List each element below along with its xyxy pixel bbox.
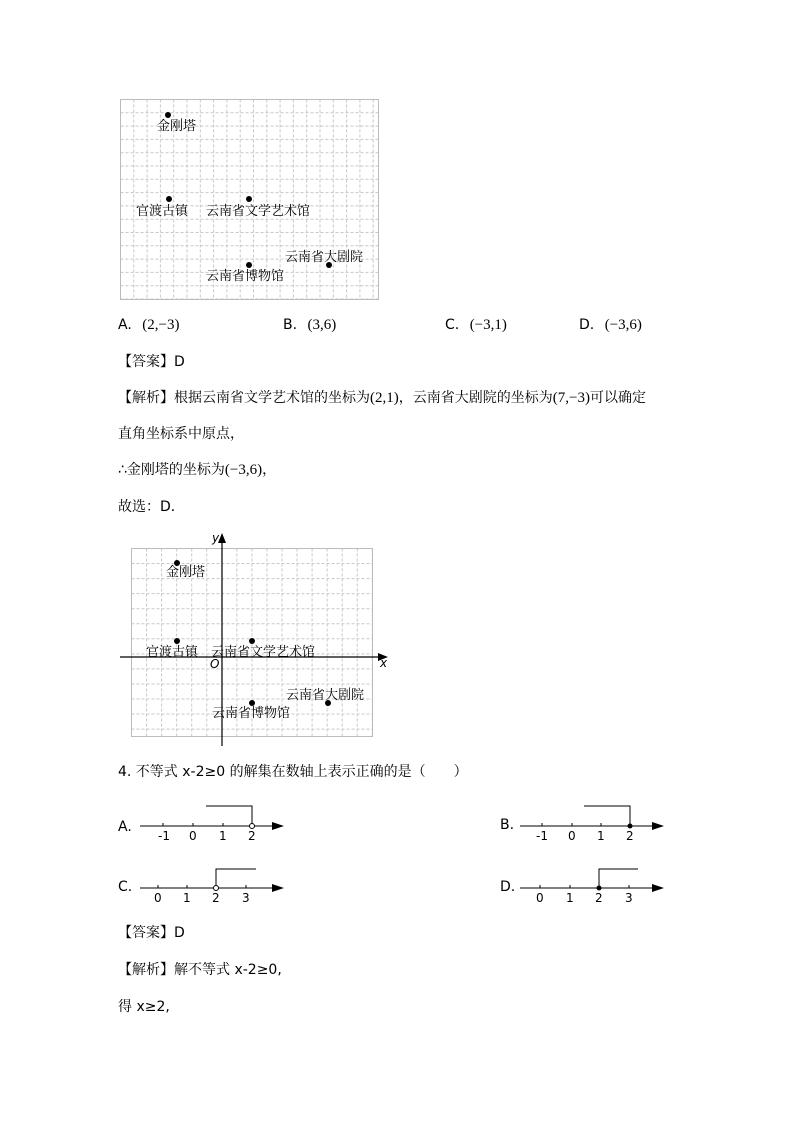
svg-text:2: 2 [248, 829, 256, 843]
q3-conclusion: 故选：D． [118, 499, 185, 515]
svg-text:1: 1 [566, 891, 574, 905]
map-figure-1 [118, 97, 382, 303]
svg-text:0: 0 [154, 891, 162, 905]
q4-option-c-numberline [138, 864, 288, 906]
q3-analysis-line1: 【解析】根据云南省文学艺术馆的坐标为(2,1)，云南省大剧院的坐标为(7,−3)可以确定 [118, 390, 646, 406]
label-wenxue: 云南省文学艺术馆 [211, 645, 316, 660]
svg-text:-1: -1 [158, 829, 170, 843]
label-wenxue: 云南省文学艺术馆 [206, 204, 311, 219]
label-juyuan: 云南省大剧院 [286, 688, 365, 703]
q4-question: 4. 不等式 x-2≥0 的解集在数轴上表示正确的是（ ） [118, 764, 468, 780]
label-bowuguan: 云南省博物馆 [206, 269, 285, 284]
label-bowuguan: 云南省博物馆 [212, 706, 291, 721]
q3-answer: 【答案】D [118, 354, 185, 370]
svg-text:-1: -1 [536, 829, 548, 843]
svg-text:1: 1 [183, 891, 191, 905]
q4-answer: 【答案】D [118, 925, 185, 941]
point-guandu [166, 196, 172, 202]
svg-text:2: 2 [595, 891, 603, 905]
svg-text:0: 0 [568, 829, 576, 843]
label-jingangta: 金刚塔 [166, 565, 206, 580]
x-axis-label: x [380, 656, 388, 670]
svg-text:3: 3 [242, 891, 250, 905]
q4-option-c-letter: C. [118, 879, 133, 895]
point-jingangta [165, 112, 171, 118]
label-jingangta: 金刚塔 [157, 119, 197, 134]
option-d: D. (−3,6) [579, 317, 642, 333]
svg-text:1: 1 [219, 829, 227, 843]
option-c: C. (−3,1) [445, 317, 507, 333]
svg-text:3: 3 [625, 891, 633, 905]
svg-text:0: 0 [189, 829, 197, 843]
y-axis-arrow [218, 533, 226, 543]
point-bowuguan [246, 262, 252, 268]
origin-label: O [210, 657, 220, 671]
point-wenxue [246, 196, 252, 202]
y-axis-label: y [212, 531, 220, 545]
q4-option-d-letter: D. [500, 879, 516, 895]
point-guandu [174, 638, 180, 644]
map-figure-2 [118, 528, 394, 748]
svg-text:0: 0 [536, 891, 544, 905]
q3-analysis-line2: 直角坐标系中原点， [118, 426, 244, 442]
svg-text:2: 2 [212, 891, 220, 905]
option-b: B. (3,6) [283, 317, 337, 333]
q4-option-b-letter: B. [500, 817, 515, 833]
label-guandu: 官渡古镇 [146, 645, 199, 660]
option-a: A. (2,−3) [118, 317, 180, 333]
label-guandu: 官渡古镇 [136, 204, 189, 219]
q4-analysis-line2: 得 x≥2, [118, 999, 170, 1015]
q3-analysis-line3: ∴金刚塔的坐标为(−3,6)， [118, 462, 277, 478]
svg-text:1: 1 [597, 829, 605, 843]
label-juyuan: 云南省大剧院 [285, 250, 364, 265]
point-wenxue [249, 638, 255, 644]
q4-option-a-letter: A. [118, 819, 132, 835]
q4-option-a-numberline [138, 802, 288, 844]
q4-analysis-line1: 【解析】解不等式 x-2≥0, [118, 962, 282, 978]
svg-text:2: 2 [626, 829, 634, 843]
q4-option-b-numberline [518, 802, 668, 844]
q4-option-d-numberline [518, 864, 668, 906]
